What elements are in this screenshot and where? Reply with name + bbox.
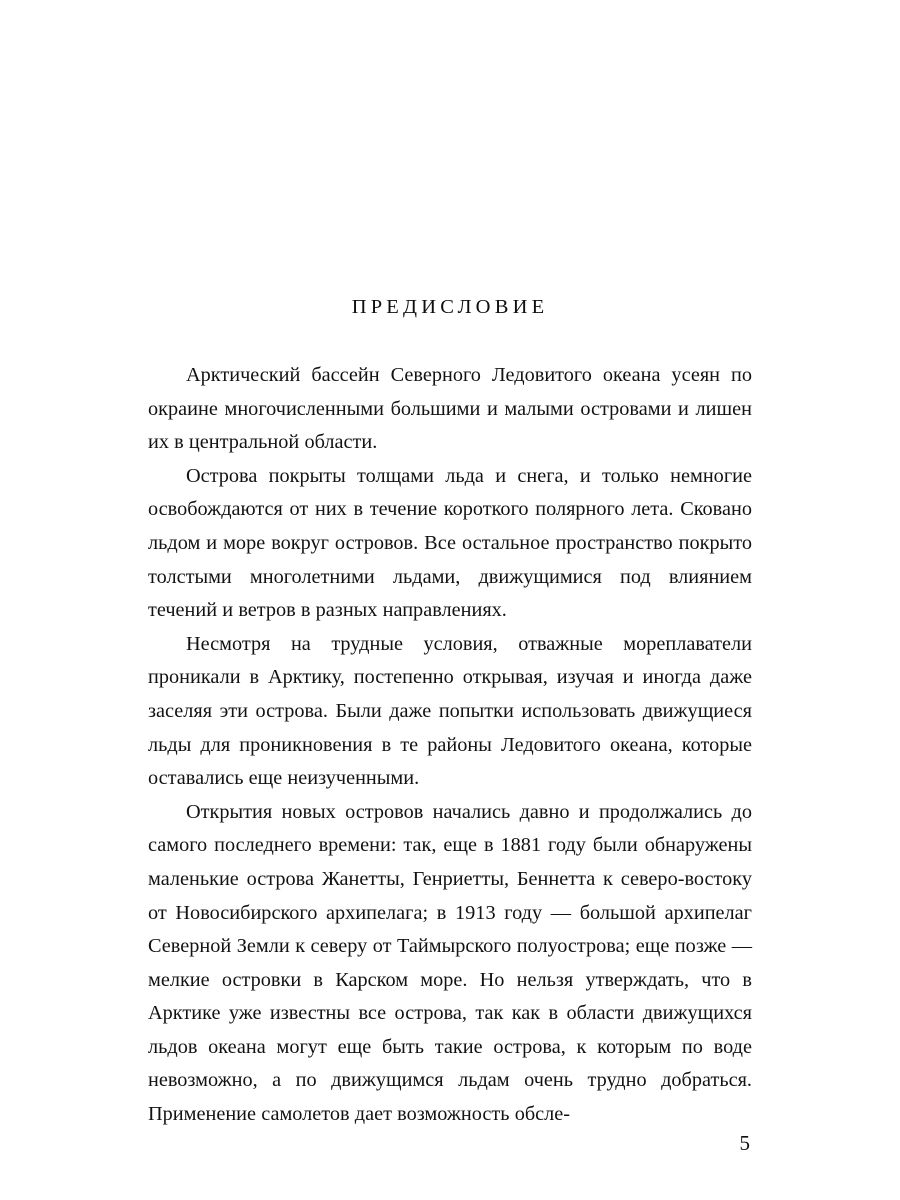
page-text-block [148,296,752,1132]
paragraph-4: Открытия новых островов начались давно и продолжались до самого последнего времени: так, еще в 1881 году были обнаружены маленькие острова Жанетты, Генриетты, Беннетта к северо-востоку от Новосибирского архипелага; в 1913 году — большой архипелаг Северной Земли к северу от Таймырского полуострова; еще позже — мелкие островки в Карском море. Но нельзя утверждать, что в Арктике уже известны все острова, так как в области движущихся льдов океана могут еще быть такие острова, к которым по воде невозможно, а по движущимся льдам очень трудно добраться. Применение самолетов дает возможность обсле- [148,800,752,1126]
paragraph-2: Острова покрыты толщами льда и снега, и только немногие освобождаются от них в течение короткого полярного лета. Сковано льдом и море вокруг островов. Все остальное пространство покрыто толстыми многолетними льдами, движущимися под влиянием течений и ветров в разных направлениях. [148,464,752,622]
paragraph-3: Несмотря на трудные условия, отважные мореплаватели проникали в Арктику, постепенно открывая, изучая и иногда даже заселяя эти острова. Были даже попытки использовать движущиеся льды для проникновения в те районы Ледовитого океана, которые оставались еще неизученными. [148,632,752,790]
paragraph-1: Арктический бассейн Северного Ледовитого океана усеян по окраине многочисленными большими и малыми островами и лишен их в центральной области. [148,364,752,454]
chapter-title: ПРЕДИСЛОВИЕ [351,296,549,318]
page-number: 5 [739,1131,750,1155]
